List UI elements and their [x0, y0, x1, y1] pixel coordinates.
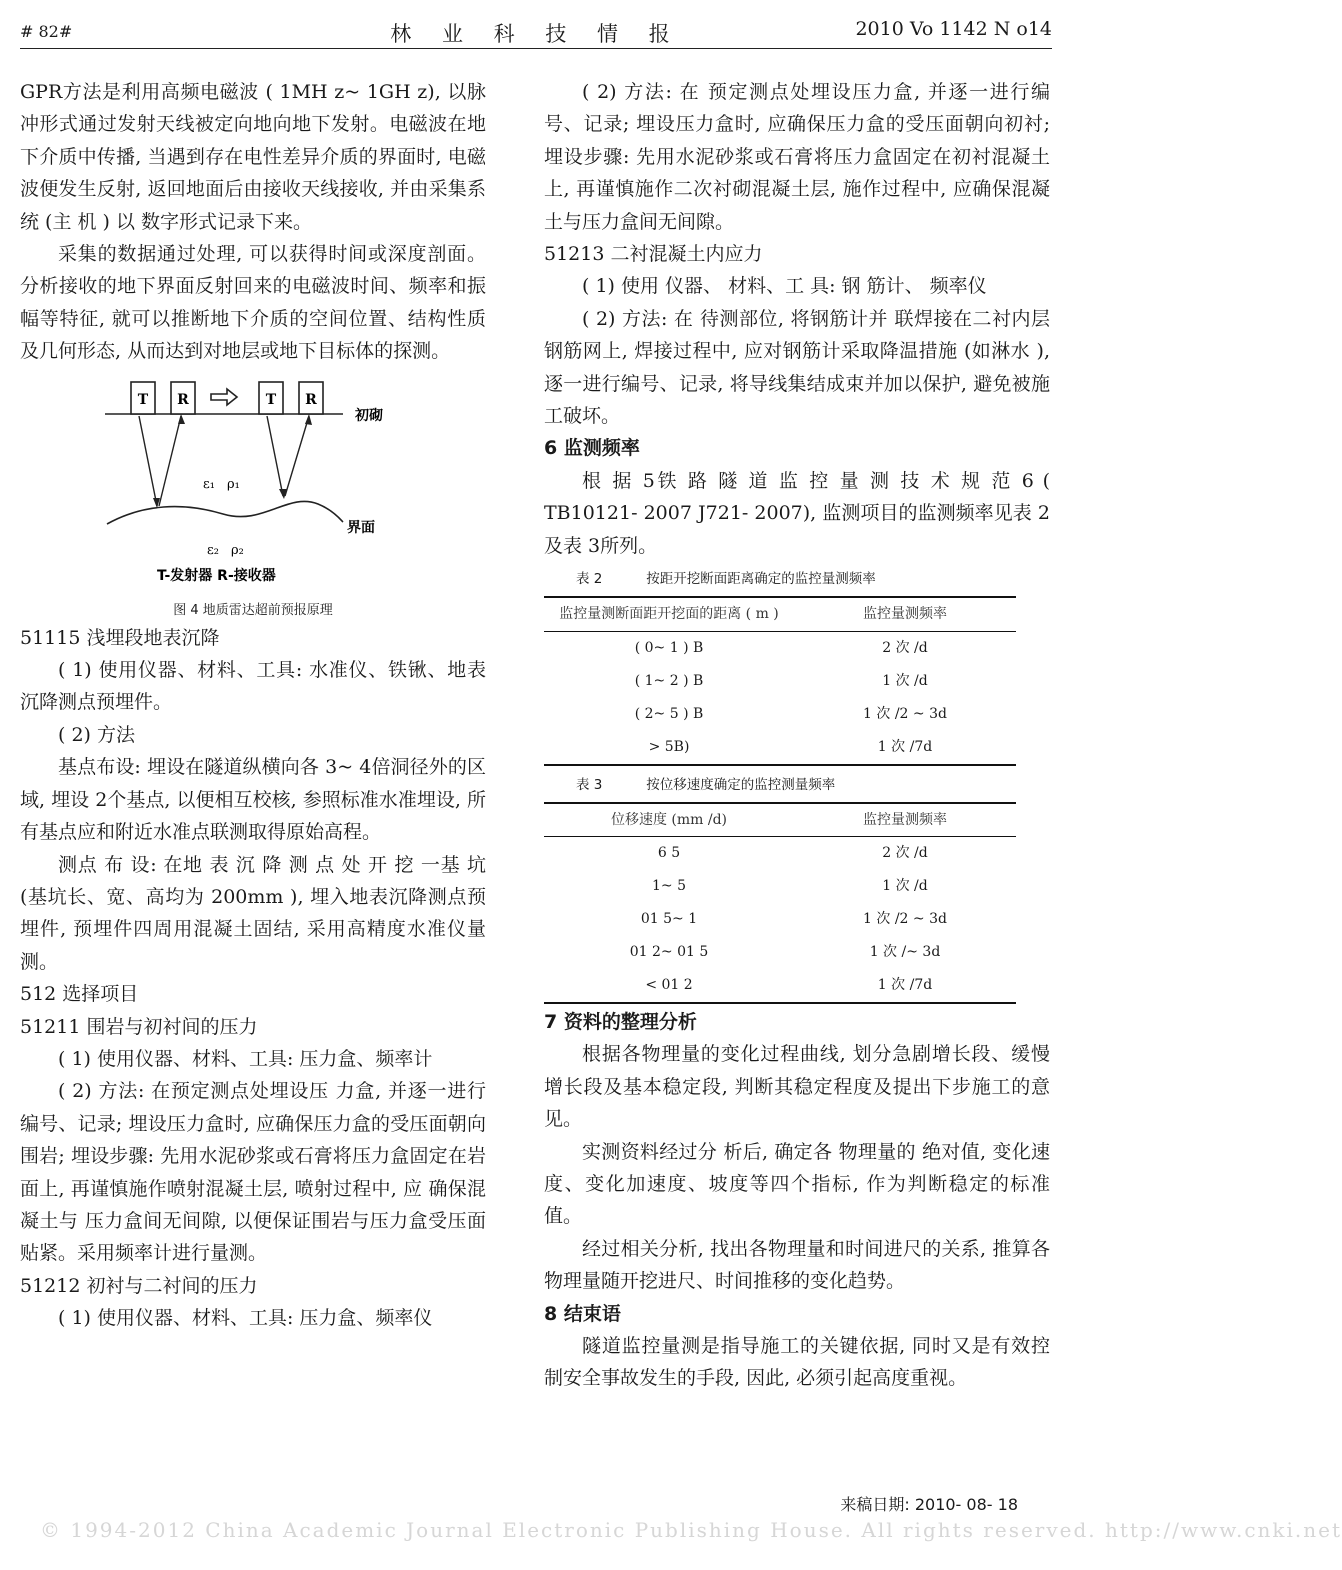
table-cell: 1 次 /d [882, 878, 928, 895]
table-cell: 1 次 /d [882, 672, 928, 689]
table-caption [544, 774, 1050, 796]
left-column [20, 76, 486, 1335]
table-cell: 01 5~ 1 [640, 911, 698, 928]
paragraph: ( 2) 方法 [58, 723, 135, 746]
running-header [20, 14, 1052, 48]
copyright-watermark: © 1994-2012 China Academic Journal Electronic Publishing House. All rights reserved. http://www.cnki.net [40, 1518, 1342, 1542]
section-heading: 512 选择项目 [20, 983, 139, 1006]
table-row [544, 936, 1016, 969]
paragraph: 根 据 5铁 路 隧 道 监 控 量 测 技 术 规 范 6 ( TB10121- 2007 J721- 2007), 监测项目的监测频率见表 2及表 3所列。 [544, 469, 1050, 557]
paragraph: ( 1) 使用仪器、材料、工具: 压力盒、频率计 [58, 1047, 433, 1070]
table-row [544, 903, 1016, 936]
table-header-row [544, 803, 1016, 837]
table-header-row [544, 597, 1016, 631]
paragraph: 测点 布 设: 在地 表 沉 降 测 点 处 开 挖 一基 坑 (基坑长、宽、高均为 200mm ), 埋入地表沉降测点预埋件, 预埋件四周用混凝土固结, 采用高精度水准仪量测。 [20, 853, 486, 973]
page-footer [0, 1492, 1342, 1562]
paragraph: ( 2) 方法: 在 待测部位, 将钢筋计并 联焊接在二衬内层钢筋网上, 焊接过程中, 应对钢筋计采取降温措施 (如淋水 ), 逐一进行编号、记录, 将导线集结成束并加以保护, 避免被施工破坏。 [544, 307, 1050, 428]
figure-legend: T-发射器 R-接收器 [157, 567, 276, 584]
interface-curve [107, 501, 343, 524]
table-cell: 2 次 /d [882, 845, 928, 862]
table-row [544, 836, 1016, 870]
table-cell: 1 次 /7d [794, 731, 1016, 765]
table-row [544, 665, 1016, 698]
paragraph: ( 2) 方法: 在 预定测点处埋设压力盒, 并逐一进行编号、记录; 埋设压力盒时, 应确保压力盒的受压面朝向初衬; 埋设步骤: 先用水泥砂浆或石膏将压力盒固定在初衬混凝土上, 再谨慎施作二次衬砌混凝土层, 施作过程中, 应确保混凝土与压力盒间无间隙。 [544, 81, 1050, 233]
header-rule [20, 48, 1052, 49]
paragraph: 采集的数据通过处理, 可以获得时间或深度剖面。分析接收的地下界面反射回来的电磁波时间、频率和振幅等特征, 就可以推断地下介质的空间位置、结构性质及几何形态, 从而达到对地层或地下目标体的探测。 [20, 243, 486, 363]
table-cell: < 01 2 [544, 969, 794, 1003]
page-number: # 82# [20, 22, 73, 41]
paragraph: 隧道监控量测是指导施工的关键依据, 同时又是有效控制安全事故发生的手段, 因此, 必须引起高度重视。 [544, 1334, 1050, 1390]
table-header-cell: 监控量测断面距开挖面的距离 ( m ) [544, 597, 794, 631]
section-heading: 51213 二衬混凝土内应力 [544, 243, 763, 266]
t-label: T [265, 391, 277, 408]
table-cell: 1 次 /7d [794, 969, 1016, 1003]
section-heading: 6 监测频率 [544, 437, 640, 460]
table-cell: ( 1~ 2 ) B [634, 672, 704, 689]
table-title: 按距开挖断面距离确定的监控量测频率 [646, 571, 876, 588]
table-caption [544, 568, 1050, 590]
table-header-cell: 位移速度 (mm /d) [544, 803, 794, 837]
rho1-label: ρ₁ [227, 476, 240, 492]
right-column [544, 76, 1050, 1395]
table-cell: 1 次 /2 ~ 3d [863, 705, 947, 722]
paragraph: 基点布设: 埋设在隧道纵横向各 3~ 4倍洞径外的区域, 埋设 2个基点, 以便相互校核, 参照标准水准埋设, 所有基点应和附近水准点联测取得原始高程。 [20, 756, 486, 844]
paragraph: ( 1) 使用仪器、材料、工具: 压力盒、频率仪 [58, 1307, 433, 1330]
paragraph: 实测资料经过分 析后, 确定各 物理量的 绝对值, 变化速度、变化加速度、坡度等四个指标, 作为判断稳定的标准值。 [544, 1140, 1050, 1228]
table-header-cell: 监控量测频率 [794, 597, 1016, 631]
r-label: R [305, 391, 317, 408]
table-row [544, 870, 1016, 903]
table-number: 表 2 [576, 571, 603, 588]
rho2-label: ρ₂ [231, 542, 244, 558]
section-heading: 51212 初衬与二衬间的压力 [20, 1274, 258, 1297]
paragraph: ( 2) 方法: 在预定测点处埋设压 力盒, 并逐一进行编号、记录; 埋设压力盒时, 应确保压力盒的受压面朝向围岩; 埋设步骤: 先用水泥砂浆或石膏将压力盒固定在岩面上, 再谨慎施作喷射混凝土层, 喷射过程中, 应 确保混凝土与 压力盒间无间隙, 以便保证围岩与压力盒受压面贴紧。采用频率计进行量测。 [20, 1080, 486, 1265]
table-row [544, 969, 1016, 1003]
t-label: T [137, 391, 149, 408]
table-cell: 1 次 /2 ~ 3d [863, 911, 947, 928]
figure-gpr-principle [20, 374, 486, 622]
r-label: R [177, 391, 189, 408]
table-number: 表 3 [576, 776, 603, 793]
paragraph: ( 1) 使用仪器、材料、工具: 水准仪、铁锹、地表沉降测点预埋件。 [20, 659, 486, 714]
table-row [544, 698, 1016, 731]
interface-label: 界面 [347, 519, 375, 536]
gpr-diagram [103, 374, 403, 592]
section-heading: 8 结束语 [544, 1302, 621, 1325]
paragraph: GPR方法是利用高频电磁波 ( 1MH z~ 1GH z), 以脉冲形式通过发射天线被定向地向地下发射。电磁波在地下介质中传播, 当遇到存在电性差异介质的界面时, 电磁波便发生反射, 返回地面后由接收天线接收, 并由采集系统 (主 机 ) 以 数字形式记录下来。 [20, 81, 486, 233]
top-layer-label: 初砌 [355, 407, 383, 424]
table-header-cell: 监控量测频率 [794, 803, 1016, 837]
table-2 [544, 596, 1016, 765]
table-cell: 1 次 /~ 3d [869, 944, 941, 961]
section-heading: 7 资料的整理分析 [544, 1010, 697, 1033]
table-row [544, 631, 1016, 665]
table-cell: 01 2~ 01 5 [629, 944, 709, 961]
journal-title: 林 业 科 技 情 报 [390, 22, 682, 46]
paragraph: 根据各物理量的变化过程曲线, 划分急剧增长段、缓慢增长段及基本稳定段, 判断其稳定程度及提出下步施工的意见。 [544, 1043, 1050, 1131]
issue-info: 2010 Vo 1142 N o14 [855, 18, 1052, 40]
figure-caption: 图 4 地质雷达超前预报原理 [173, 602, 333, 618]
table-cell: 2 次 /d [882, 639, 928, 656]
table-title: 按位移速度确定的监控测量频率 [646, 776, 836, 793]
section-heading: 51115 浅埋段地表沉降 [20, 626, 220, 649]
table-3 [544, 802, 1016, 1004]
table-cell: ( 2~ 5 ) B [634, 705, 704, 722]
epsilon1-label: ε₁ [203, 476, 215, 492]
received-date: 来稿日期: 2010- 08- 18 [840, 1495, 1018, 1514]
paragraph: 经过相关分析, 找出各物理量和时间进尺的关系, 推算各物理量随开挖进尺、时间推移的变化趋势。 [544, 1237, 1050, 1293]
table-row [544, 731, 1016, 765]
paragraph: ( 1) 使用 仪器、 材料、工 具: 钢 筋计、 频率仪 [582, 275, 987, 298]
section-heading: 51211 围岩与初衬间的压力 [20, 1015, 258, 1038]
table-cell: 6 5 [657, 845, 681, 862]
table-cell: 1~ 5 [652, 878, 686, 895]
table-cell: ( 0~ 1 ) B [634, 639, 704, 656]
right-arrow-icon [211, 389, 237, 405]
epsilon2-label: ε₂ [207, 542, 219, 558]
table-cell: > 5B) [544, 731, 794, 765]
